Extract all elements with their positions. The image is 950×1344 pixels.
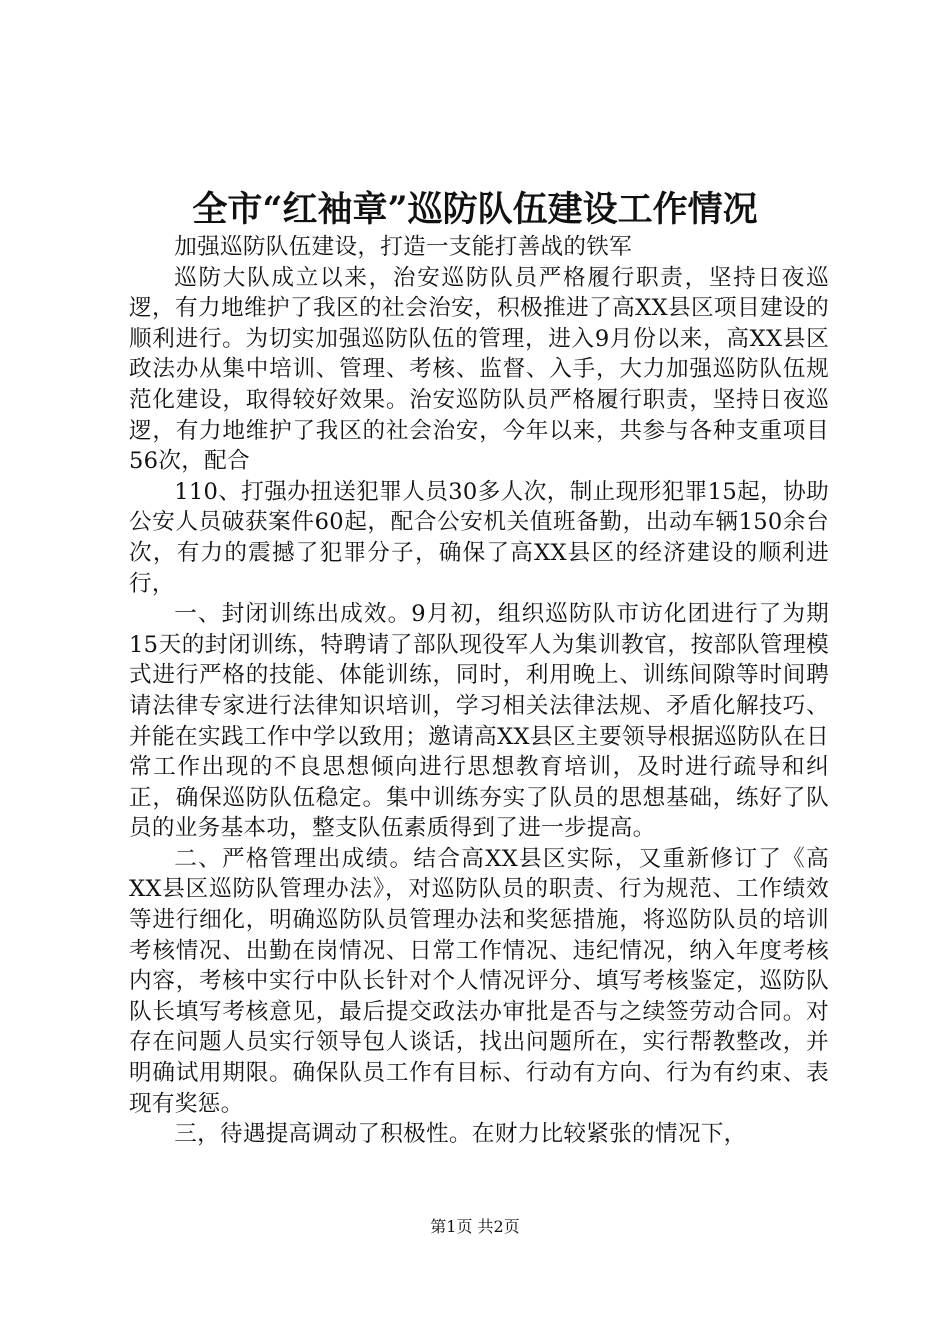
paragraph-section-2: 二、严格管理出成绩。结合高XX县区实际，又重新修订了《高XX县区巡防队管理办法》，对巡防队员的职责、行为规范、工作绩效等进行细化，明确巡防队员管理办法和奖惩措施，将巡防队员的培训考核情况、出勤在岗情况、日常工作情况、违纪情况，纳入年度考核内容，考核中实行中队长针对个人情况评分、填写考核鉴定，巡防队队长填写考核意见，最后提交政法办审批是否与之续签劳动合同。对存在问题人员实行领导包人谈话，找出问题所在，实行帮教整改，并明确试用期限。确保队员工作有目标、行动有方向、行为有约束、表现有奖惩。 (129, 845, 829, 1117)
paragraph-section-1: 一、封闭训练出成效。9月初，组织巡防队市访化团进行了为期15天的封闭训练，特聘请了部队现役军人为集训教官，按部队管理模式进行严格的技能、体能训练，同时，利用晚上、训练间隙等时间聘请法律专家进行法律知识培训，学习相关法律法规、矛盾化解技巧、并能在实践工作中学以致用；邀请高XX县区主要领导根据巡防队在日常工作出现的不良思想倾向进行思想教育培训，及时进行疏导和纠正，确保巡防队伍稳定。集中训练夯实了队员的思想基础，练好了队员的业务基本功，整支队伍素质得到了进一步提高。 (129, 601, 829, 842)
paragraph-intro: 巡防大队成立以来，治安巡防队员严格履行职责，坚持日夜巡逻，有力地维护了我区的社会治安，积极推进了高XX县区项目建设的顺利进行。为切实加强巡防队伍的管理，进入9月份以来，高XX县区政法办从集中培训、管理、考核、监督、入手，大力加强巡防队伍规范化建设，取得较好效果。治安巡防队员严格履行职责，坚持日夜巡逻，有力地维护了我区的社会治安，今年以来，共参与各种支重项目56次，配合 (129, 264, 829, 475)
page-number-footer: 第1页 共2页 (430, 1217, 520, 1236)
document-body (129, 232, 829, 1150)
paragraph-section-3: 三，待遇提高调动了积极性。在财力比较紧张的情况下， (174, 1121, 747, 1148)
document-title: 全市“红袖章”巡防队伍建设工作情况 (192, 189, 758, 230)
paragraph-statistics: 110、打强办扭送犯罪人员30多人次，制止现形犯罪15起，协助公安人员破获案件60起，配合公安机关值班备勤，出动车辆150余台次，有力的震撼了犯罪分子，确保了高XX县区的经济建设的顺利进行， (129, 478, 829, 597)
paragraph-subtitle: 加强巡防队伍建设，打造一支能打善战的铁军 (174, 234, 633, 260)
